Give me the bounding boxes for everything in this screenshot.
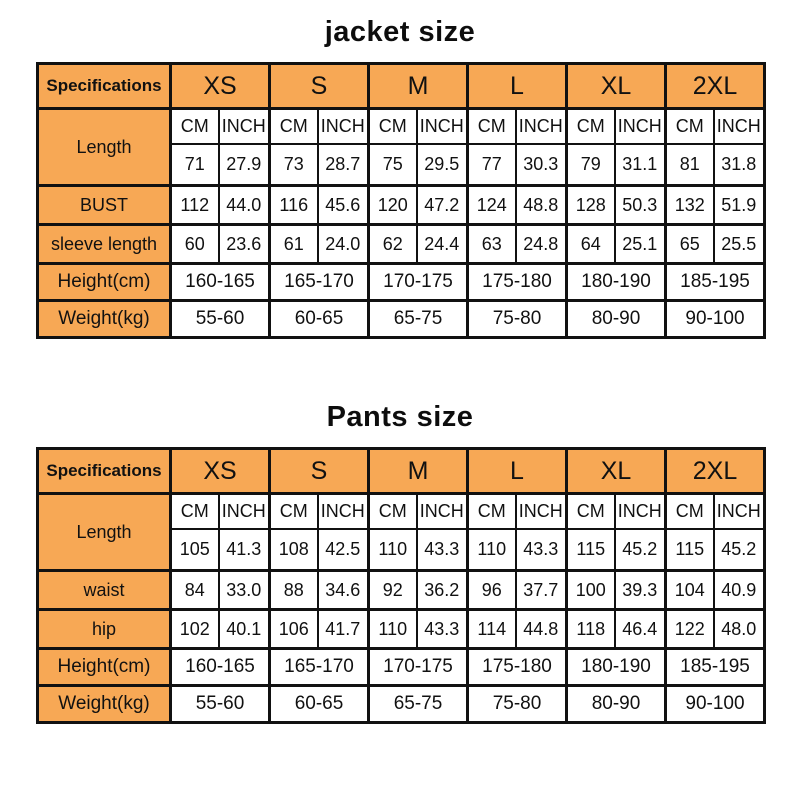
table-cell: 40.1: [219, 610, 270, 649]
unit-header-inch: INCH: [615, 494, 666, 529]
table-cell: 73: [270, 144, 318, 186]
pants-hip-row: [38, 610, 765, 649]
table-cell: 41.3: [219, 529, 270, 571]
table-cell: 106: [270, 610, 318, 649]
table-cell: 124: [468, 186, 516, 225]
table-cell: 165-170: [270, 264, 369, 301]
table-cell: 43.3: [417, 529, 468, 571]
table-cell: 40.9: [714, 571, 765, 610]
table-cell: 25.5: [714, 225, 765, 264]
table-cell: 33.0: [219, 571, 270, 610]
unit-header-cm: CM: [567, 109, 615, 144]
size-column-header-xs: XS: [171, 64, 270, 109]
table-cell: 43.3: [516, 529, 567, 571]
table-cell: 96: [468, 571, 516, 610]
table-cell: 104: [666, 571, 714, 610]
unit-header-inch: INCH: [714, 109, 765, 144]
unit-header-inch: INCH: [318, 109, 369, 144]
table-cell: 24.8: [516, 225, 567, 264]
table-cell: 24.0: [318, 225, 369, 264]
table-cell: 45.2: [714, 529, 765, 571]
pants-header-row: [38, 449, 765, 494]
table-cell: 170-175: [369, 264, 468, 301]
table-cell: 47.2: [417, 186, 468, 225]
unit-header-inch: INCH: [714, 494, 765, 529]
table-cell: 75-80: [468, 686, 567, 723]
unit-header-inch: INCH: [417, 109, 468, 144]
unit-header-cm: CM: [666, 494, 714, 529]
table-cell: 45.6: [318, 186, 369, 225]
unit-header-cm: CM: [468, 494, 516, 529]
size-column-header-m: M: [369, 64, 468, 109]
table-cell: 31.8: [714, 144, 765, 186]
table-cell: 102: [171, 610, 219, 649]
table-cell: 64: [567, 225, 615, 264]
table-cell: 62: [369, 225, 417, 264]
table-cell: 44.8: [516, 610, 567, 649]
table-cell: 115: [567, 529, 615, 571]
table-cell: 112: [171, 186, 219, 225]
unit-header-cm: CM: [270, 494, 318, 529]
pants-size-table: [36, 447, 766, 724]
jacket-unit-row: [38, 109, 765, 144]
size-column-header-2xl: 2XL: [666, 449, 765, 494]
table-cell: 160-165: [171, 264, 270, 301]
row-label-length: Length: [38, 109, 171, 186]
table-cell: 44.0: [219, 186, 270, 225]
table-cell: 60-65: [270, 301, 369, 338]
table-cell: 110: [468, 529, 516, 571]
table-cell: 84: [171, 571, 219, 610]
table-cell: 77: [468, 144, 516, 186]
table-cell: 55-60: [171, 301, 270, 338]
table-cell: 36.2: [417, 571, 468, 610]
table-cell: 28.7: [318, 144, 369, 186]
table-cell: 128: [567, 186, 615, 225]
size-column-header-xs: XS: [171, 449, 270, 494]
table-cell: 25.1: [615, 225, 666, 264]
table-cell: 65: [666, 225, 714, 264]
table-cell: 116: [270, 186, 318, 225]
unit-header-inch: INCH: [219, 109, 270, 144]
spec-column-header: Specifications: [38, 449, 171, 494]
table-cell: 48.0: [714, 610, 765, 649]
table-cell: 80-90: [567, 686, 666, 723]
table-cell: 60-65: [270, 686, 369, 723]
jacket-table-title: jacket size: [324, 16, 476, 48]
unit-header-cm: CM: [270, 109, 318, 144]
table-cell: 100: [567, 571, 615, 610]
spec-column-header: Specifications: [38, 64, 171, 109]
table-cell: 90-100: [666, 301, 765, 338]
table-cell: 118: [567, 610, 615, 649]
pants-table-title: Pants size: [326, 401, 474, 433]
table-cell: 41.7: [318, 610, 369, 649]
size-column-header-s: S: [270, 449, 369, 494]
row-label-weight: Weight(kg): [38, 686, 171, 723]
pants-weight-row: [38, 686, 765, 723]
unit-header-inch: INCH: [219, 494, 270, 529]
table-cell: 48.8: [516, 186, 567, 225]
table-cell: 75-80: [468, 301, 567, 338]
size-column-header-l: L: [468, 449, 567, 494]
table-cell: 110: [369, 529, 417, 571]
row-label-height: Height(cm): [38, 649, 171, 686]
table-cell: 81: [666, 144, 714, 186]
table-cell: 75: [369, 144, 417, 186]
table-cell: 39.3: [615, 571, 666, 610]
size-column-header-m: M: [369, 449, 468, 494]
table-cell: 170-175: [369, 649, 468, 686]
table-cell: 60: [171, 225, 219, 264]
table-cell: 30.3: [516, 144, 567, 186]
table-cell: 180-190: [567, 264, 666, 301]
unit-header-inch: INCH: [615, 109, 666, 144]
table-cell: 79: [567, 144, 615, 186]
table-cell: 160-165: [171, 649, 270, 686]
table-cell: 63: [468, 225, 516, 264]
jacket-size-table: [36, 62, 766, 339]
jacket-sleeve-row: [38, 225, 765, 264]
table-cell: 24.4: [417, 225, 468, 264]
unit-header-cm: CM: [369, 494, 417, 529]
table-cell: 122: [666, 610, 714, 649]
table-cell: 108: [270, 529, 318, 571]
unit-header-inch: INCH: [516, 109, 567, 144]
unit-header-inch: INCH: [516, 494, 567, 529]
table-cell: 65-75: [369, 686, 468, 723]
table-cell: 132: [666, 186, 714, 225]
table-cell: 46.4: [615, 610, 666, 649]
table-cell: 105: [171, 529, 219, 571]
table-cell: 110: [369, 610, 417, 649]
unit-header-cm: CM: [369, 109, 417, 144]
pants-unit-row: [38, 494, 765, 529]
table-cell: 37.7: [516, 571, 567, 610]
table-cell: 88: [270, 571, 318, 610]
jacket-height-row: [38, 264, 765, 301]
table-cell: 71: [171, 144, 219, 186]
size-column-header-2xl: 2XL: [666, 64, 765, 109]
row-label-bust: BUST: [38, 186, 171, 225]
table-cell: 55-60: [171, 686, 270, 723]
table-cell: 92: [369, 571, 417, 610]
row-label-height: Height(cm): [38, 264, 171, 301]
table-cell: 29.5: [417, 144, 468, 186]
table-cell: 90-100: [666, 686, 765, 723]
table-cell: 185-195: [666, 264, 765, 301]
row-label-weight: Weight(kg): [38, 301, 171, 338]
table-cell: 115: [666, 529, 714, 571]
table-cell: 61: [270, 225, 318, 264]
table-cell: 165-170: [270, 649, 369, 686]
table-cell: 175-180: [468, 649, 567, 686]
jacket-weight-row: [38, 301, 765, 338]
table-cell: 42.5: [318, 529, 369, 571]
jacket-bust-row: [38, 186, 765, 225]
table-cell: 120: [369, 186, 417, 225]
unit-header-inch: INCH: [417, 494, 468, 529]
unit-header-cm: CM: [468, 109, 516, 144]
unit-header-cm: CM: [666, 109, 714, 144]
table-cell: 50.3: [615, 186, 666, 225]
size-column-header-xl: XL: [567, 449, 666, 494]
size-column-header-s: S: [270, 64, 369, 109]
table-cell: 23.6: [219, 225, 270, 264]
table-cell: 180-190: [567, 649, 666, 686]
table-cell: 45.2: [615, 529, 666, 571]
size-column-header-l: L: [468, 64, 567, 109]
row-label-sleeve-length: sleeve length: [38, 225, 171, 264]
table-cell: 80-90: [567, 301, 666, 338]
table-cell: 185-195: [666, 649, 765, 686]
table-cell: 114: [468, 610, 516, 649]
pants-height-row: [38, 649, 765, 686]
table-cell: 34.6: [318, 571, 369, 610]
table-cell: 51.9: [714, 186, 765, 225]
row-label-hip: hip: [38, 610, 171, 649]
table-cell: 31.1: [615, 144, 666, 186]
table-cell: 175-180: [468, 264, 567, 301]
pants-waist-row: [38, 571, 765, 610]
row-label-length: Length: [38, 494, 171, 571]
unit-header-cm: CM: [171, 494, 219, 529]
unit-header-inch: INCH: [318, 494, 369, 529]
table-cell: 27.9: [219, 144, 270, 186]
table-cell: 43.3: [417, 610, 468, 649]
table-cell: 65-75: [369, 301, 468, 338]
jacket-header-row: [38, 64, 765, 109]
unit-header-cm: CM: [171, 109, 219, 144]
unit-header-cm: CM: [567, 494, 615, 529]
size-column-header-xl: XL: [567, 64, 666, 109]
row-label-waist: waist: [38, 571, 171, 610]
